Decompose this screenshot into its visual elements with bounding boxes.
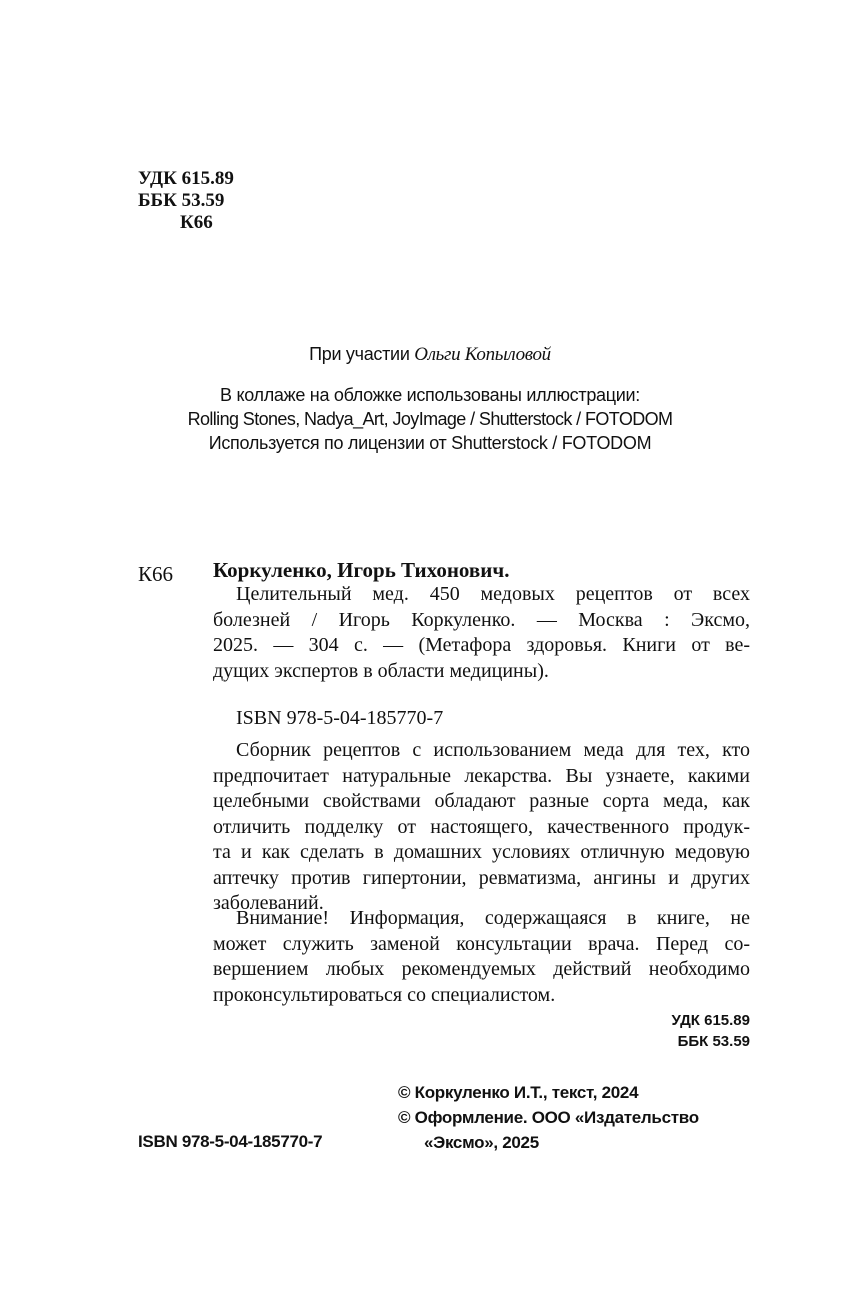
license-line: Используется по лицензии от Shutterstock / FOTODOM <box>208 433 652 453</box>
udk-code-top: УДК 615.89 <box>138 168 234 189</box>
annotation-line: целебными свойствами обладают разные сорта меда, как <box>213 790 750 812</box>
warning-line: Внимание! Информация, содержащаяся в книге, не <box>236 907 750 929</box>
annotation-line: Сборник рецептов с использованием меда для тех, кто <box>236 739 750 761</box>
isbn-record: ISBN 978-5-04-185770-7 <box>236 707 444 729</box>
isbn-bottom: ISBN 978-5-04-185770-7 <box>138 1132 323 1151</box>
author-mark: К66 <box>138 562 174 586</box>
description-line: дущих экспертов в области медицины). <box>213 659 549 682</box>
description-line: Целительный мед. 450 медовых рецептов от всех <box>236 583 750 605</box>
author-copyright: © Коркуленко И.Т., текст, 2024 <box>398 1083 639 1102</box>
design-copyright-line1: © Оформление. ООО «Издательство <box>398 1108 699 1127</box>
annotation-line: та и как сделать в домашних условиях отличную медовую <box>213 841 750 863</box>
collage-credit-line: В коллаже на обложке использованы иллюстрации: <box>220 385 640 405</box>
participation-line <box>0 343 844 366</box>
participation-prefix: При участии <box>309 344 415 364</box>
participation-name: Ольги Копыловой <box>414 344 551 365</box>
illustrators-line: Rolling Stones, Nadya_Art, JoyImage / Shutterstock / FOTODOM <box>187 409 673 429</box>
bbk-code-record: ББК 53.59 <box>677 1033 750 1050</box>
annotation-line: предпочитает натуральные лекарства. Вы узнаете, какими <box>213 764 750 787</box>
bibliographic-description <box>213 582 750 684</box>
annotation-line: аптечку против гипертонии, ревматизма, ангины и других <box>213 866 750 889</box>
description-line: болезней / Игорь Коркуленко. — Москва : Эксмо, <box>213 608 750 631</box>
description-line: 2025. — 304 с. — (Метафора здоровья. Книги от ве- <box>213 634 750 656</box>
annotation <box>213 738 750 917</box>
warning-line: проконсультироваться со специалистом. <box>213 983 556 1006</box>
warning-line: может служить заменой консультации врача. Перед со- <box>213 932 750 955</box>
warning-line: вершением любых рекомендуемых действий необходимо <box>213 958 750 980</box>
annotation-line: отличить подделку от настоящего, качественного продук- <box>213 815 750 838</box>
design-copyright-line2: «Эксмо», 2025 <box>424 1133 539 1152</box>
annotation-line: заболеваний. <box>213 892 324 914</box>
udk-code-record: УДК 615.89 <box>671 1012 750 1029</box>
bbk-code-top: ББК 53.59 <box>138 190 225 211</box>
author-mark-top: К66 <box>180 212 213 233</box>
author-name: Коркуленко, Игорь Тихонович. <box>213 558 510 582</box>
medical-warning <box>213 906 750 1008</box>
